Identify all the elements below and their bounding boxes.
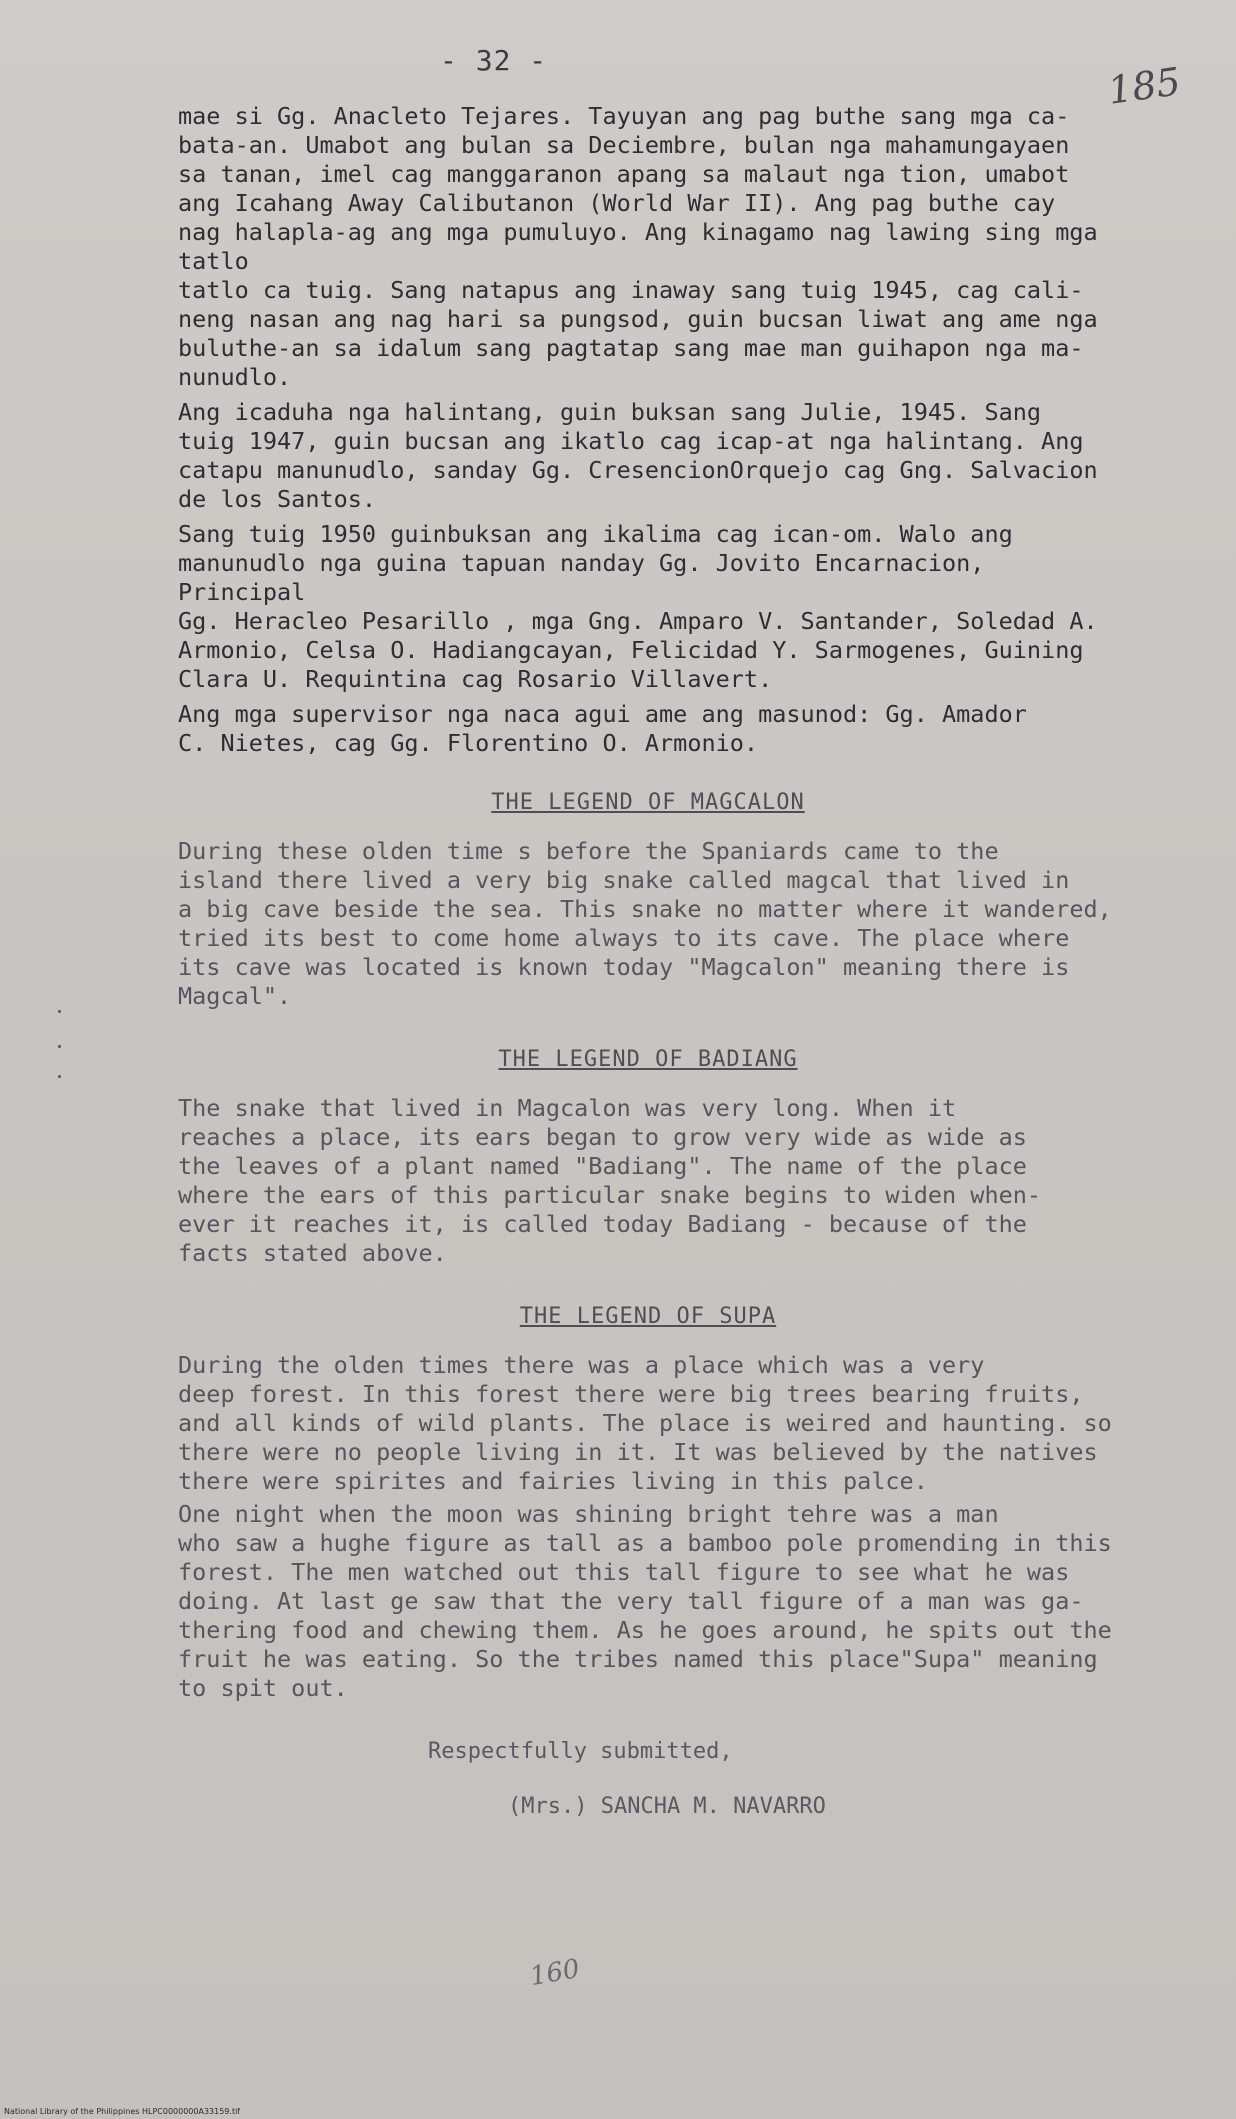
handwritten-page-number: 185 (1105, 59, 1184, 113)
signature: (Mrs.) SANCHA M. NAVARRO (508, 1794, 826, 1819)
margin-mark (58, 1045, 61, 1048)
paragraph-history-3: Sang tuig 1950 guinbuksan ang ikalima cag ican-om. Walo ang manunudlo nga guina tapuan nanday Gg. Jovito Encarnacion, Principal Gg. Heracleo Pesarillo , mga Gng. Amparo V. Santander, Soledad A. Armonio, Celsa O. Hadiangcayan, Felicidad Y. Sarmogenes, Guining Clara U. Requintina cag Rosario Villavert. (178, 520, 1098, 693)
margin-mark (58, 1075, 61, 1078)
paragraph-history-1: mae si Gg. Anacleto Tejares. Tayuyan ang pag buthe sang mga ca- bata-an. Umabot ang bulan sa Deciembre, bulan nga mahamungayaen sa tanan, imel cag manggaranon apang sa malaut nga tion, umabot ang Icahang Away Calibutanon (World War II). Ang pag buthe cay nag halapla-ag ang mga pumuluyo. Ang kinagamo nag lawing sing mga tatlo tatlo ca tuig. Sang natapus ang inaway sang tuig 1945, cag cali- neng nasan ang nag hari sa pungsod, guin bucsan liwat ang ame nga buluthe-an sa idalum sang pagtatap sang mae man guihapon nga ma- nunudlo. (178, 102, 1098, 391)
paragraph-history-4: Ang mga supervisor nga naca agui ame ang masunod: Gg. Amador C. Nietes, cag Gg. Florentino O. Armonio. (178, 700, 1027, 757)
document-body (178, 102, 1118, 1819)
margin-mark (58, 1010, 61, 1013)
section-heading-badiang: THE LEGEND OF BADIANG (498, 1047, 798, 1072)
section-heading-magcalon: THE LEGEND OF MAGCALON (491, 790, 805, 815)
section-heading-supa: THE LEGEND OF SUPA (519, 1304, 777, 1329)
paragraph-history-2: Ang icaduha nga halintang, guin buksan sang Julie, 1945. Sang tuig 1947, guin bucsan ang ikatlo cag icap-at nga halintang. Ang catapu manunudlo, sanday Gg. CresencionOrquejo cag Gng. Salvacion de los Santos. (178, 398, 1098, 513)
section-body-badiang: The snake that lived in Magcalon was very long. When it reaches a place, its ears began to grow very wide as wide as the leaves of a plant named "Badiang". The name of the place where the ears of this particular snake begins to widen when- ever it reaches it, is called today Badiang - because of the facts stated above. (178, 1094, 1042, 1267)
section-body-magcalon: During these olden time s before the Spaniards came to the island there lived a very big snake called magcal that lived in a big cave beside the sea. This snake no matter where it wandered, tried its best to come home always to its cave. The place where its cave was located is known today "Magcalon" meaning there is Magcal". (178, 837, 1112, 1010)
handwritten-number-bottom: 160 (527, 1953, 582, 1993)
section-body-supa: During the olden times there was a place which was a very deep forest. In this forest there were big trees bearing fruits, and all kinds of wild plants. The place is weired and haunting. so there were no people living in it. It was believed by the natives there were spirites and fairies living in this palce. (178, 1351, 1112, 1495)
section-body-supa-2: One night when the moon was shining bright tehre was a man who saw a hughe figure as tall as a bamboo pole promending in this forest. The men watched out this tall figure to see what he was doing. At last ge saw that the very tall figure of a man was ga- thering food and chewing them. As he goes around, he spits out the fruit he was eating. So the tribes named this place"Supa" meaning to spit out. (178, 1500, 1112, 1702)
page-number: - 32 - (440, 44, 548, 77)
closing-line: Respectfully submitted, (428, 1739, 733, 1764)
footer-caption: National Library of the Philippines HLPC0000000A33159.tif (4, 2107, 241, 2116)
